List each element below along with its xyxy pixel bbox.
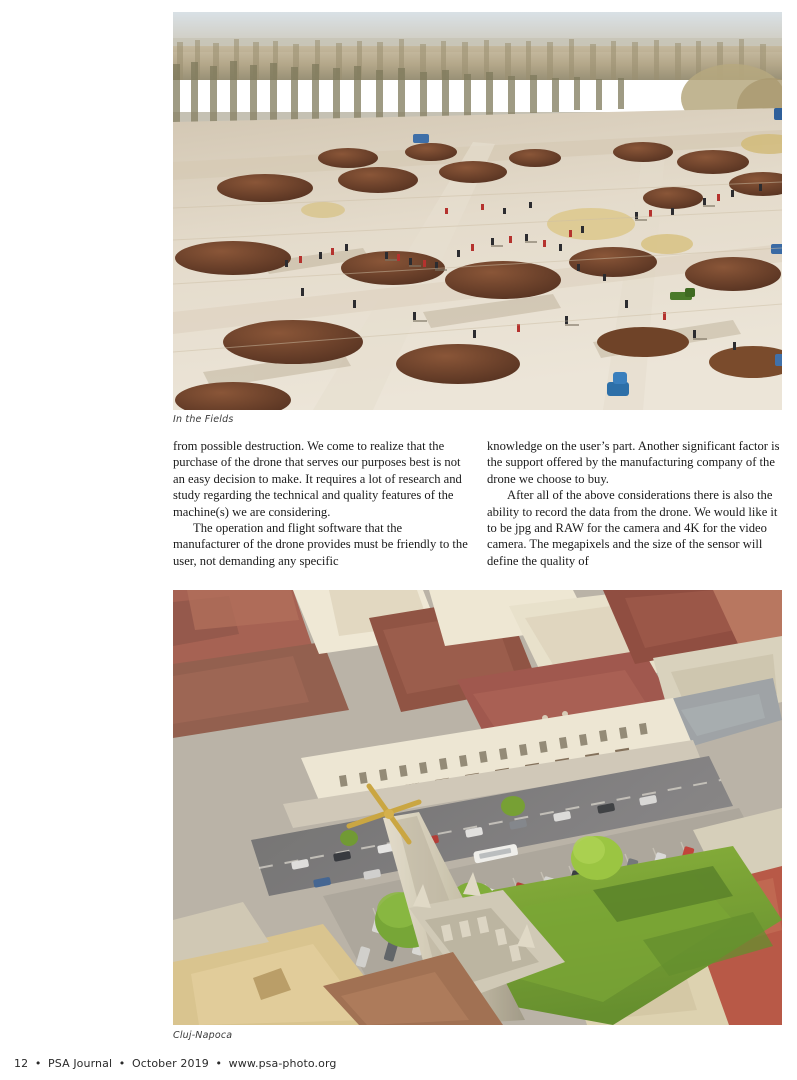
photo-in-the-fields <box>173 12 782 410</box>
paragraph: The operation and flight software that the manufacturer of the drone provides must be friendly to the user, not demanding any specific <box>173 521 468 568</box>
figure-cluj-napoca <box>173 590 782 1025</box>
aerial-fields-illustration <box>173 12 782 410</box>
page-footer <box>14 1057 337 1070</box>
footer-page-number: 12 <box>14 1057 29 1070</box>
footer-separator: • <box>34 1057 42 1070</box>
footer-issue: October 2019 <box>131 1057 209 1070</box>
figure-in-the-fields <box>173 12 782 410</box>
photo-cluj-napoca <box>173 590 782 1025</box>
footer-separator: • <box>118 1057 126 1070</box>
figure-caption-cluj-napoca: Cluj-Napoca <box>173 1030 233 1041</box>
body-text-left-column <box>173 438 469 569</box>
body-text-right-column <box>487 438 783 569</box>
paragraph: knowledge on the user’s part. Another significant factor is the support offered by the manufacturing company of the drone we choose to buy. <box>487 439 780 486</box>
paragraph: from possible destruction. We come to realize that the purchase of the drone that serves our purposes best is not an easy decision to make. It requires a lot of research and study regarding the technical and quality features of the machine(s) we are considering. <box>173 439 462 519</box>
footer-publication: PSA Journal <box>48 1057 113 1070</box>
footer-separator: • <box>215 1057 223 1070</box>
paragraph: After all of the above considerations there is also the ability to record the data from the drone. We would like it to be jpg and RAW for the camera and 4K for the video camera. The megapixels and the size of the sensor will define the quality of <box>487 488 778 568</box>
aerial-city-illustration <box>173 590 782 1025</box>
figure-caption-in-the-fields: In the Fields <box>173 414 234 425</box>
footer-website[interactable]: www.psa-photo.org <box>228 1057 337 1070</box>
